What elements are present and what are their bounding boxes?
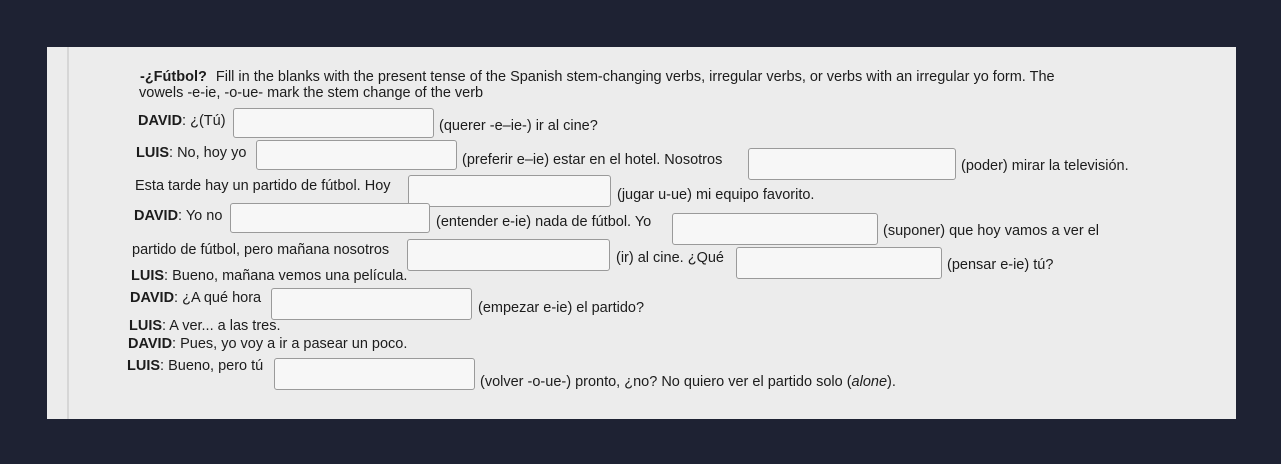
line-10-text: : Bueno, pero tú: [160, 358, 264, 374]
speaker-david: DAVID: [128, 336, 173, 352]
line-5-mid: (ir) al cine. ¿Qué: [616, 250, 724, 266]
blank-poder[interactable]: [748, 148, 956, 180]
line-2-suffix: (poder) mirar la televisión.: [961, 158, 1129, 174]
blank-preferir[interactable]: [256, 140, 457, 170]
blank-volver[interactable]: [274, 358, 475, 390]
line-4-suffix: (suponer) que hoy vamos a ver el: [883, 223, 1099, 239]
blank-suponer[interactable]: [672, 213, 878, 245]
line-9-text: : Pues, yo voy a ir a pasear un poco.: [172, 336, 408, 352]
speaker-luis: LUIS: [131, 268, 165, 284]
instructions-line-1: [140, 69, 1055, 85]
speaker-david: DAVID: [138, 113, 183, 129]
instructions-text: Fill in the blanks with the present tense of the Spanish stem-changing verbs, irregular verbs, or verbs with an irregular yo form. The: [215, 69, 1055, 85]
line-3-suffix: (jugar u-ue) mi equipo favorito.: [617, 187, 815, 203]
line-7-prefix: [130, 290, 261, 306]
speaker-luis: LUIS: [129, 318, 163, 334]
worksheet: [47, 47, 1236, 419]
line-4-mid: (entender e-ie) nada de fútbol. Yo: [436, 214, 652, 230]
blank-entender[interactable]: [230, 203, 430, 233]
line-8: [129, 318, 281, 334]
line-5-prefix: partido de fútbol, pero mañana nosotros: [132, 242, 390, 258]
line-7-text: : ¿A qué hora: [174, 290, 262, 306]
line-1-suffix: (querer -e–ie-) ir al cine?: [439, 118, 598, 134]
line-2-prefix: [136, 145, 246, 161]
instructions-line-2: vowels -e-ie, -o-ue- mark the stem change of the verb: [139, 85, 484, 101]
line-3-prefix: Esta tarde hay un partido de fútbol. Hoy: [135, 178, 391, 194]
blank-ir[interactable]: [407, 239, 610, 271]
line-8-text: : A ver... a las tres.: [162, 318, 281, 334]
line-10-prefix: [127, 358, 263, 374]
line-1-text: : ¿(Tú): [182, 113, 226, 129]
line-2-mid: (preferir e–ie) estar en el hotel. Nosotros: [462, 152, 723, 168]
blank-empezar[interactable]: [271, 288, 472, 320]
blank-querer[interactable]: [233, 108, 434, 138]
speaker-david: DAVID: [134, 208, 179, 224]
line-7-suffix: (empezar e-ie) el partido?: [478, 300, 645, 316]
exercise-title: -¿Fútbol?: [140, 69, 207, 85]
line-10-alone: alone: [851, 374, 888, 390]
line-9: [128, 336, 407, 352]
line-4-text: : Yo no: [178, 208, 223, 224]
page-edge: [67, 47, 69, 419]
line-2-text: : No, hoy yo: [169, 145, 247, 161]
speaker-luis: LUIS: [127, 358, 161, 374]
line-4-prefix: [134, 208, 222, 224]
speaker-luis: LUIS: [136, 145, 170, 161]
line-10-suffix-text: (volver -o-ue-) pronto, ¿no? No quiero ver el partido solo (: [480, 374, 852, 390]
blank-jugar[interactable]: [408, 175, 611, 207]
line-10-suffix-end: ).: [887, 374, 896, 390]
line-6-text: : Bueno, mañana vemos una película.: [164, 268, 408, 284]
line-10-suffix: [480, 374, 896, 390]
line-5-suffix: (pensar e-ie) tú?: [947, 257, 1054, 273]
line-1-prefix: [138, 113, 226, 129]
line-6: [131, 268, 407, 284]
speaker-david: DAVID: [130, 290, 175, 306]
blank-pensar[interactable]: [736, 247, 942, 279]
